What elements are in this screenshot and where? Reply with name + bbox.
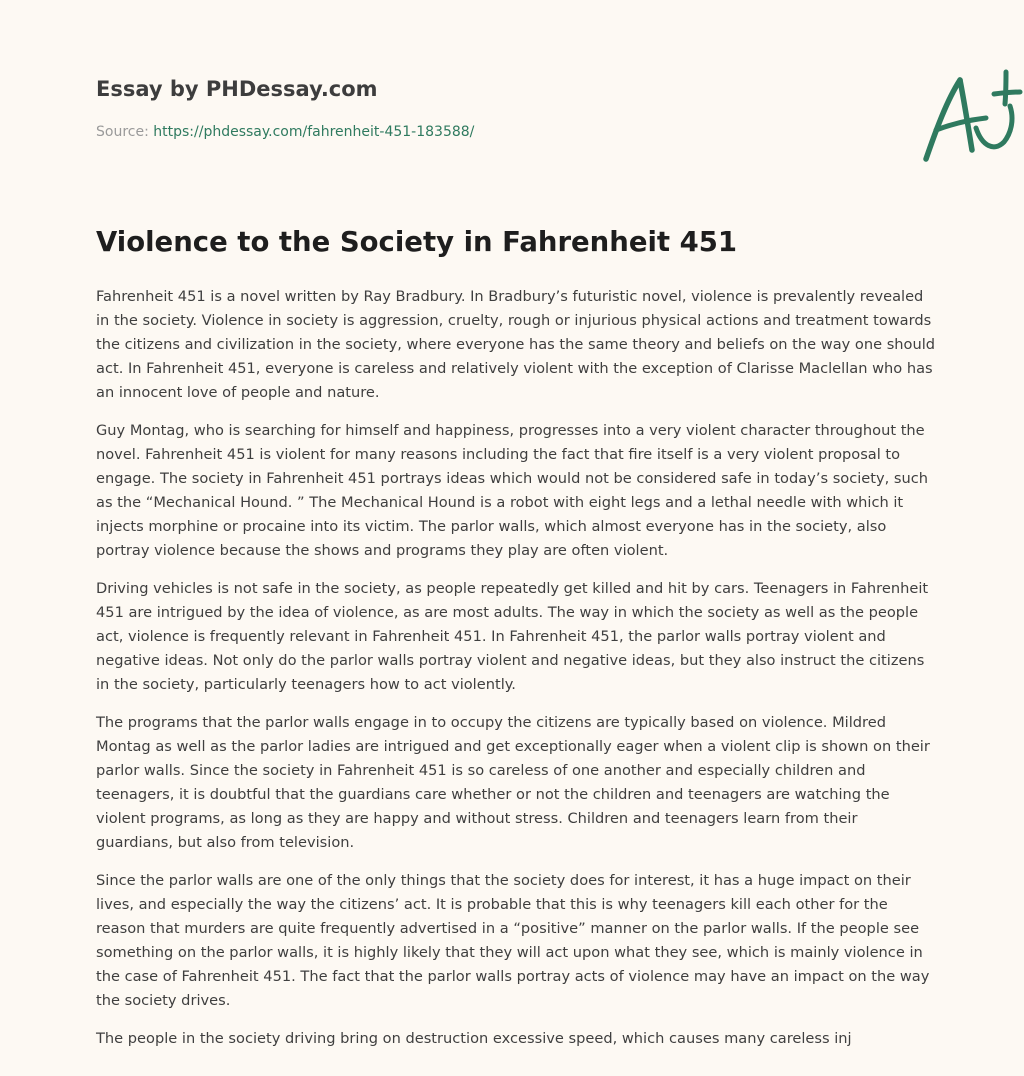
essay-paragraph: Driving vehicles is not safe in the society, as people repeatedly get killed and hit by cars. Teenagers in Fahrenheit 451 are intrigued by the idea of violence, as are most adults. The way in which the society as well as the people act, violence is frequently relevant in Fahrenheit 451. In Fahrenheit 451, the parlor walls portray violent and negative ideas. Not only do the parlor walls portray violent and negative ideas, but they also instruct the citizens in the society, particularly teenagers how to act violently. (96, 580, 929, 693)
a-plus-logo-icon (920, 66, 1024, 166)
essay-body (96, 285, 936, 1065)
essay-paragraph: Since the parlor walls are one of the only things that the society does for interest, it has a huge impact on their lives, and especially the way the citizens’ act. It is probable that this is why teenagers kill each other for the reason that murders are quite frequently advertised in a “positive” manner on the parlor walls. If the people see something on the parlor walls, it is highly likely that they will act upon what they see, which is mainly violence in the case of Fahrenheit 451. The fact that the parlor walls portray acts of violence may have an impact on the way the society drives. (96, 872, 930, 1009)
essay-paragraph: Fahrenheit 451 is a novel written by Ray Bradbury. In Bradbury’s futuristic novel, violence is prevalently revealed in the society. Violence in society is aggression, cruelty, rough or injurious physical actions and treatment towards the citizens and civilization in the society, where everyone has the same theory and beliefs on the way one should act. In Fahrenheit 451, everyone is careless and relatively violent with the exception of Clarisse Maclellan who has an innocent love of people and nature. (96, 288, 936, 401)
essay-paragraph: Guy Montag, who is searching for himself and happiness, progresses into a very violent character throughout the novel. Fahrenheit 451 is violent for many reasons including the fact that fire itself is a very violent proposal to engage. The society in Fahrenheit 451 portrays ideas which would not be considered safe in today’s society, such as the “Mechanical Hound. ” The Mechanical Hound is a robot with eight legs and a lethal needle with which it injects morphine or procaine into its victim. The parlor walls, which almost everyone has in the society, also portray violence because the shows and programs they play are often violent. (96, 422, 929, 559)
essay-title: Violence to the Society in Fahrenheit 451 (96, 226, 738, 258)
essay-paragraph: The people in the society driving bring on destruction excessive speed, which causes many careless inj (96, 1030, 852, 1047)
source-line (96, 124, 474, 140)
source-label: Source: (96, 124, 154, 140)
source-link[interactable]: https://phdessay.com/fahrenheit-451-183588/ (153, 124, 475, 140)
essay-paragraph: The programs that the parlor walls engage in to occupy the citizens are typically based on violence. Mildred Montag as well as the parlor ladies are intrigued and get exceptionally eager when a violent clip is shown on their parlor walls. Since the society in Fahrenheit 451 is so careless of one another and especially children and teenagers, it is doubtful that the guardians care whether or not the children and teenagers are watching the violent programs, as long as they are happy and without stress. Children and teenagers learn from their guardians, but also from television. (96, 714, 930, 851)
site-title: Essay by PHDessay.com (96, 77, 378, 101)
